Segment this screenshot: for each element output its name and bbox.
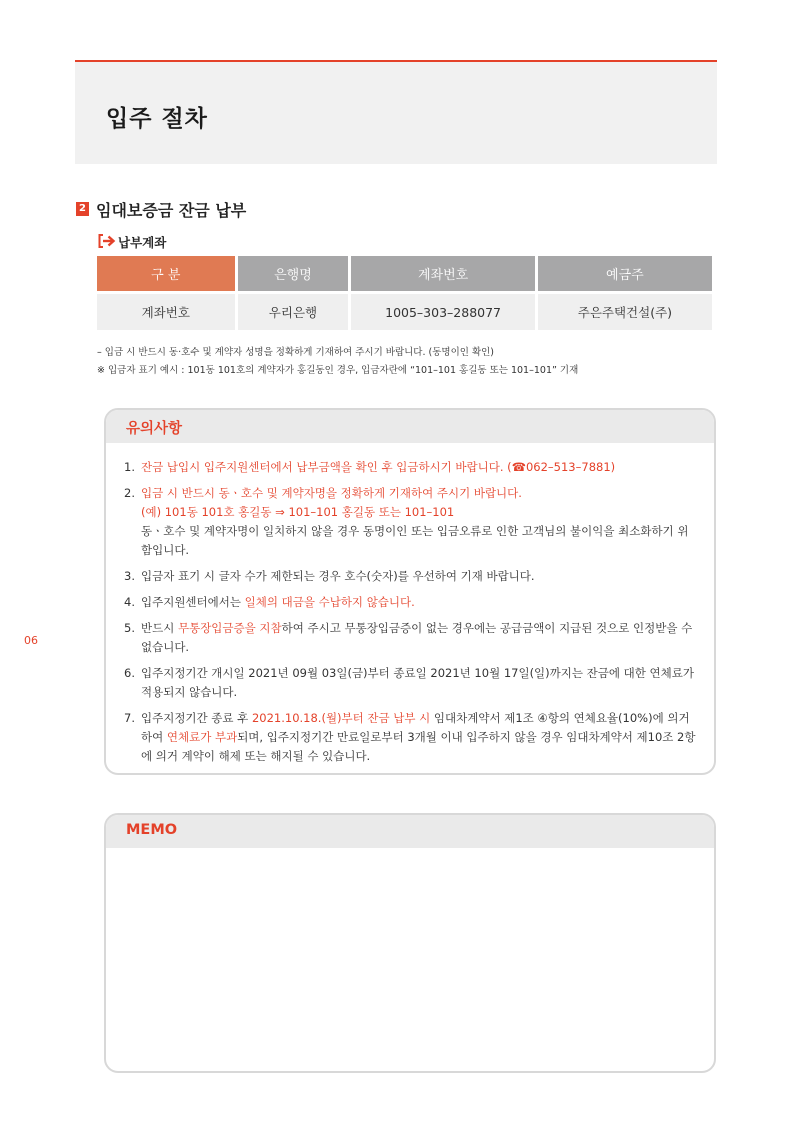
table-cell: 1005–303–288077 bbox=[351, 294, 534, 330]
deposit-example-note: ※ 입금자 표기 예시 : 101동 101호의 계약자가 홍길동인 경우, 입금자란에 “101–101 홍길동 또는 101–101” 기재 bbox=[97, 365, 579, 376]
table-header-cell: 구 분 bbox=[97, 256, 235, 291]
list-item: 5. 반드시 무통장입금증을 지참하여 주시고 무통장입금증이 없는 경우에는 공급금액이 지급된 것으로 인정받을 수 없습니다. bbox=[124, 621, 693, 654]
list-item: 4. 입주지원센터에서는 일체의 대금을 수납하지 않습니다. bbox=[124, 595, 415, 609]
memo-panel-header bbox=[106, 815, 714, 848]
table-cell: 주은주택건설(주) bbox=[538, 294, 712, 330]
section-title: 임대보증금 잔금 납부 bbox=[96, 201, 247, 220]
table-header-row bbox=[97, 256, 712, 291]
arrow-right-bracket-icon bbox=[97, 233, 117, 249]
memo-title: MEMO bbox=[126, 822, 178, 838]
section-number-badge: 2 bbox=[76, 202, 89, 216]
list-item: 3. 입금자 표기 시 글자 수가 제한되는 경우 호수(숫자)를 우선하여 기재 바랍니다. bbox=[124, 569, 535, 583]
table-header-cell: 예금주 bbox=[538, 256, 712, 291]
memo-panel bbox=[104, 813, 716, 1073]
notice-panel-header bbox=[106, 410, 714, 443]
page-number: 06 bbox=[24, 634, 38, 647]
list-item: 2. 입금 시 반드시 동ㆍ호수 및 계약자명을 정확하게 기재하여 주시기 바랍니다. (예) 101동 101호 홍길동 ⇒ 101–101 홍길동 또는 101–101 동ㆍ호수 및 계약자명이 일치하지 않을 경우 동명이인 또는 입금오류로 인한 고객님의 불이익을 최소화하기 위함입니다. bbox=[124, 486, 689, 557]
table-row bbox=[97, 294, 712, 330]
list-item: 7. 입주지정기간 종료 후 2021.10.18.(월)부터 잔금 납부 시 임대차계약서 제1조 ④항의 연체요율(10%)에 의거하여 연체료가 부과되며, 입주지정기간 만료일로부터 3개월 이내 입주하지 않을 경우 임대차계약서 제10조 2항에 의거 계약이 해제 또는 해지될 수 있습니다. bbox=[124, 711, 696, 763]
account-table bbox=[94, 253, 715, 333]
deposit-note: – 입금 시 반드시 동·호수 및 계약자 성명을 정확하게 기재하여 주시기 바랍니다. (동명이인 확인) bbox=[97, 347, 495, 358]
page-title: 입주 절차 bbox=[106, 106, 208, 132]
table-header-cell: 계좌번호 bbox=[351, 256, 534, 291]
list-item: 1. 잔금 납입시 입주지원센터에서 납부금액을 확인 후 입금하시기 바랍니다. (☎062–513–7881) bbox=[124, 460, 616, 474]
notice-title: 유의사항 bbox=[126, 421, 183, 437]
table-cell: 우리은행 bbox=[238, 294, 349, 330]
table-cell: 계좌번호 bbox=[97, 294, 235, 330]
account-subtitle: 납부계좌 bbox=[118, 235, 167, 250]
list-item: 6. 입주지정기간 개시일 2021년 09월 03일(금)부터 종료일 2021년 10월 17일(일)까지는 잔금에 대한 연체료가 적용되지 않습니다. bbox=[124, 666, 694, 699]
table-header-cell: 은행명 bbox=[238, 256, 349, 291]
notice-list bbox=[124, 458, 696, 773]
